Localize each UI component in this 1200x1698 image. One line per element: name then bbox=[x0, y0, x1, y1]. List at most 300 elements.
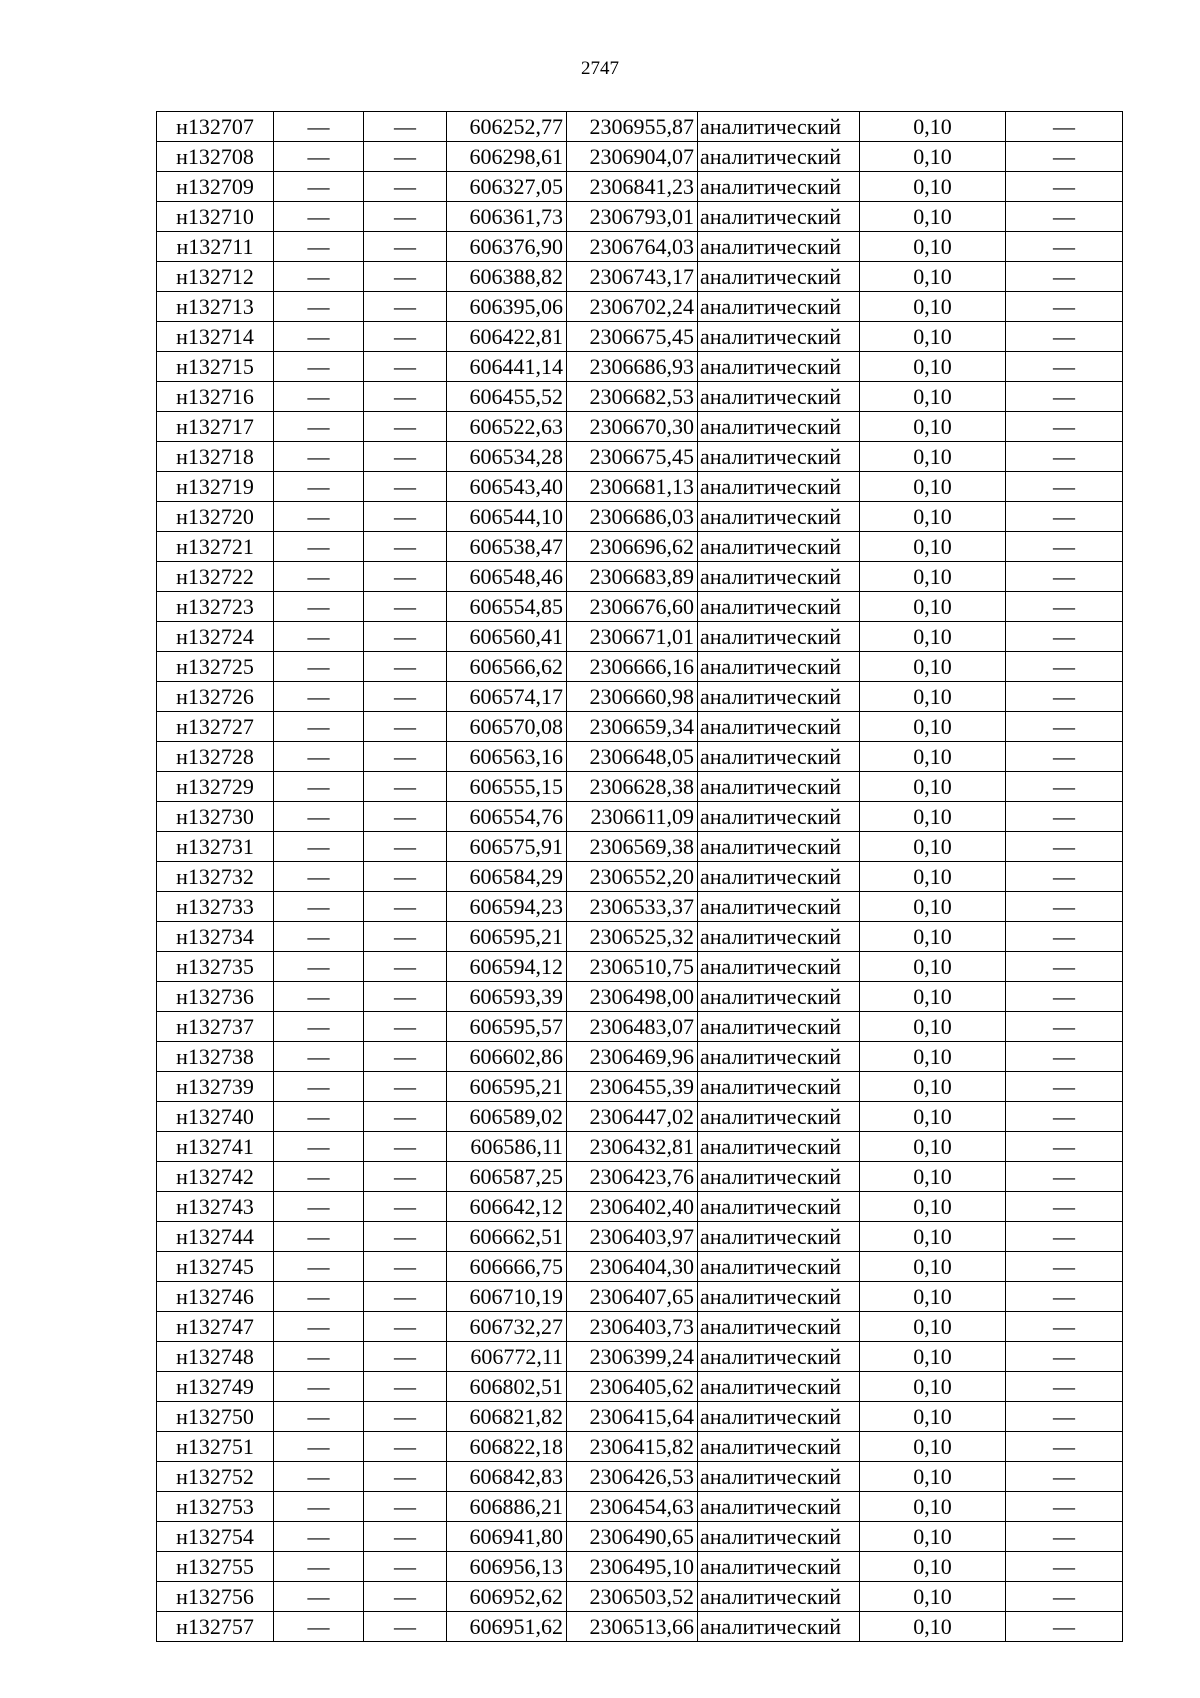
table-row bbox=[157, 772, 1123, 802]
method-cell: аналитический bbox=[698, 322, 860, 352]
description-cell: — bbox=[1006, 742, 1123, 772]
accuracy-cell: 0,10 bbox=[860, 1342, 1006, 1372]
empty-x-cell: — bbox=[274, 1192, 364, 1222]
x-coordinate-cell: 606594,12 bbox=[447, 952, 567, 982]
method-cell: аналитический bbox=[698, 112, 860, 142]
table-row bbox=[157, 1432, 1123, 1462]
empty-x-cell: — bbox=[274, 1582, 364, 1612]
y-coordinate-cell: 2306402,40 bbox=[567, 1192, 698, 1222]
empty-x-cell: — bbox=[274, 1132, 364, 1162]
accuracy-cell: 0,10 bbox=[860, 292, 1006, 322]
table-row bbox=[157, 1552, 1123, 1582]
method-cell: аналитический bbox=[698, 202, 860, 232]
method-cell: аналитический bbox=[698, 1342, 860, 1372]
x-coordinate-cell: 606732,27 bbox=[447, 1312, 567, 1342]
accuracy-cell: 0,10 bbox=[860, 952, 1006, 982]
method-cell: аналитический bbox=[698, 1102, 860, 1132]
empty-x-cell: — bbox=[274, 1612, 364, 1642]
empty-y-cell: — bbox=[364, 1102, 447, 1132]
empty-x-cell: — bbox=[274, 1522, 364, 1552]
accuracy-cell: 0,10 bbox=[860, 592, 1006, 622]
empty-x-cell: — bbox=[274, 292, 364, 322]
table-body bbox=[157, 112, 1123, 1642]
point-id-cell: н132729 bbox=[157, 772, 274, 802]
empty-y-cell: — bbox=[364, 532, 447, 562]
y-coordinate-cell: 2306793,01 bbox=[567, 202, 698, 232]
x-coordinate-cell: 606595,21 bbox=[447, 1072, 567, 1102]
empty-x-cell: — bbox=[274, 772, 364, 802]
x-coordinate-cell: 606298,61 bbox=[447, 142, 567, 172]
description-cell: — bbox=[1006, 322, 1123, 352]
accuracy-cell: 0,10 bbox=[860, 922, 1006, 952]
point-id-cell: н132750 bbox=[157, 1402, 274, 1432]
method-cell: аналитический bbox=[698, 1582, 860, 1612]
y-coordinate-cell: 2306611,09 bbox=[567, 802, 698, 832]
table-row bbox=[157, 682, 1123, 712]
empty-y-cell: — bbox=[364, 832, 447, 862]
empty-x-cell: — bbox=[274, 1282, 364, 1312]
x-coordinate-cell: 606602,86 bbox=[447, 1042, 567, 1072]
x-coordinate-cell: 606584,29 bbox=[447, 862, 567, 892]
method-cell: аналитический bbox=[698, 1612, 860, 1642]
method-cell: аналитический bbox=[698, 1012, 860, 1042]
x-coordinate-cell: 606594,23 bbox=[447, 892, 567, 922]
x-coordinate-cell: 606534,28 bbox=[447, 442, 567, 472]
point-id-cell: н132718 bbox=[157, 442, 274, 472]
description-cell: — bbox=[1006, 832, 1123, 862]
x-coordinate-cell: 606710,19 bbox=[447, 1282, 567, 1312]
empty-y-cell: — bbox=[364, 1432, 447, 1462]
empty-x-cell: — bbox=[274, 712, 364, 742]
y-coordinate-cell: 2306743,17 bbox=[567, 262, 698, 292]
empty-x-cell: — bbox=[274, 1462, 364, 1492]
method-cell: аналитический bbox=[698, 592, 860, 622]
description-cell: — bbox=[1006, 262, 1123, 292]
point-id-cell: н132743 bbox=[157, 1192, 274, 1222]
empty-y-cell: — bbox=[364, 1192, 447, 1222]
x-coordinate-cell: 606642,12 bbox=[447, 1192, 567, 1222]
x-coordinate-cell: 606886,21 bbox=[447, 1492, 567, 1522]
empty-x-cell: — bbox=[274, 532, 364, 562]
method-cell: аналитический bbox=[698, 1072, 860, 1102]
y-coordinate-cell: 2306432,81 bbox=[567, 1132, 698, 1162]
description-cell: — bbox=[1006, 502, 1123, 532]
empty-x-cell: — bbox=[274, 1072, 364, 1102]
accuracy-cell: 0,10 bbox=[860, 742, 1006, 772]
accuracy-cell: 0,10 bbox=[860, 1432, 1006, 1462]
x-coordinate-cell: 606395,06 bbox=[447, 292, 567, 322]
empty-y-cell: — bbox=[364, 202, 447, 232]
method-cell: аналитический bbox=[698, 232, 860, 262]
method-cell: аналитический bbox=[698, 652, 860, 682]
table-row bbox=[157, 1342, 1123, 1372]
point-id-cell: н132724 bbox=[157, 622, 274, 652]
x-coordinate-cell: 606802,51 bbox=[447, 1372, 567, 1402]
empty-x-cell: — bbox=[274, 742, 364, 772]
empty-y-cell: — bbox=[364, 292, 447, 322]
method-cell: аналитический bbox=[698, 262, 860, 292]
table-row bbox=[157, 172, 1123, 202]
x-coordinate-cell: 606560,41 bbox=[447, 622, 567, 652]
x-coordinate-cell: 606543,40 bbox=[447, 472, 567, 502]
table-row bbox=[157, 262, 1123, 292]
empty-y-cell: — bbox=[364, 802, 447, 832]
accuracy-cell: 0,10 bbox=[860, 1282, 1006, 1312]
point-id-cell: н132741 bbox=[157, 1132, 274, 1162]
y-coordinate-cell: 2306671,01 bbox=[567, 622, 698, 652]
description-cell: — bbox=[1006, 952, 1123, 982]
empty-x-cell: — bbox=[274, 622, 364, 652]
y-coordinate-cell: 2306904,07 bbox=[567, 142, 698, 172]
y-coordinate-cell: 2306569,38 bbox=[567, 832, 698, 862]
point-id-cell: н132749 bbox=[157, 1372, 274, 1402]
y-coordinate-cell: 2306533,37 bbox=[567, 892, 698, 922]
method-cell: аналитический bbox=[698, 1282, 860, 1312]
description-cell: — bbox=[1006, 1222, 1123, 1252]
y-coordinate-cell: 2306423,76 bbox=[567, 1162, 698, 1192]
table-row bbox=[157, 202, 1123, 232]
description-cell: — bbox=[1006, 442, 1123, 472]
table-row bbox=[157, 712, 1123, 742]
x-coordinate-cell: 606538,47 bbox=[447, 532, 567, 562]
x-coordinate-cell: 606574,17 bbox=[447, 682, 567, 712]
empty-x-cell: — bbox=[274, 652, 364, 682]
empty-x-cell: — bbox=[274, 202, 364, 232]
table-row bbox=[157, 652, 1123, 682]
accuracy-cell: 0,10 bbox=[860, 1312, 1006, 1342]
y-coordinate-cell: 2306510,75 bbox=[567, 952, 698, 982]
point-id-cell: н132715 bbox=[157, 352, 274, 382]
point-id-cell: н132753 bbox=[157, 1492, 274, 1522]
point-id-cell: н132713 bbox=[157, 292, 274, 322]
empty-y-cell: — bbox=[364, 1582, 447, 1612]
description-cell: — bbox=[1006, 772, 1123, 802]
accuracy-cell: 0,10 bbox=[860, 892, 1006, 922]
table-row bbox=[157, 142, 1123, 172]
empty-y-cell: — bbox=[364, 862, 447, 892]
method-cell: аналитический bbox=[698, 1522, 860, 1552]
y-coordinate-cell: 2306764,03 bbox=[567, 232, 698, 262]
table-row bbox=[157, 472, 1123, 502]
description-cell: — bbox=[1006, 1132, 1123, 1162]
method-cell: аналитический bbox=[698, 712, 860, 742]
empty-x-cell: — bbox=[274, 1552, 364, 1582]
point-id-cell: н132751 bbox=[157, 1432, 274, 1462]
empty-x-cell: — bbox=[274, 1312, 364, 1342]
x-coordinate-cell: 606555,15 bbox=[447, 772, 567, 802]
empty-x-cell: — bbox=[274, 262, 364, 292]
table-row bbox=[157, 562, 1123, 592]
y-coordinate-cell: 2306455,39 bbox=[567, 1072, 698, 1102]
empty-y-cell: — bbox=[364, 472, 447, 502]
y-coordinate-cell: 2306447,02 bbox=[567, 1102, 698, 1132]
empty-x-cell: — bbox=[274, 232, 364, 262]
method-cell: аналитический bbox=[698, 832, 860, 862]
x-coordinate-cell: 606941,80 bbox=[447, 1522, 567, 1552]
x-coordinate-cell: 606842,83 bbox=[447, 1462, 567, 1492]
empty-y-cell: — bbox=[364, 1612, 447, 1642]
x-coordinate-cell: 606554,85 bbox=[447, 592, 567, 622]
accuracy-cell: 0,10 bbox=[860, 112, 1006, 142]
accuracy-cell: 0,10 bbox=[860, 172, 1006, 202]
point-id-cell: н132752 bbox=[157, 1462, 274, 1492]
description-cell: — bbox=[1006, 622, 1123, 652]
point-id-cell: н132754 bbox=[157, 1522, 274, 1552]
table-row bbox=[157, 922, 1123, 952]
accuracy-cell: 0,10 bbox=[860, 1522, 1006, 1552]
table-row bbox=[157, 1102, 1123, 1132]
method-cell: аналитический bbox=[698, 562, 860, 592]
empty-y-cell: — bbox=[364, 442, 447, 472]
x-coordinate-cell: 606441,14 bbox=[447, 352, 567, 382]
method-cell: аналитический bbox=[698, 982, 860, 1012]
accuracy-cell: 0,10 bbox=[860, 502, 1006, 532]
point-id-cell: н132744 bbox=[157, 1222, 274, 1252]
method-cell: аналитический bbox=[698, 1132, 860, 1162]
y-coordinate-cell: 2306660,98 bbox=[567, 682, 698, 712]
empty-x-cell: — bbox=[274, 1342, 364, 1372]
empty-x-cell: — bbox=[274, 892, 364, 922]
description-cell: — bbox=[1006, 1012, 1123, 1042]
x-coordinate-cell: 606563,16 bbox=[447, 742, 567, 772]
method-cell: аналитический bbox=[698, 1432, 860, 1462]
page-number: 2747 bbox=[581, 58, 619, 79]
method-cell: аналитический bbox=[698, 622, 860, 652]
empty-x-cell: — bbox=[274, 922, 364, 952]
empty-x-cell: — bbox=[274, 1222, 364, 1252]
table-row bbox=[157, 1282, 1123, 1312]
method-cell: аналитический bbox=[698, 1402, 860, 1432]
point-id-cell: н132727 bbox=[157, 712, 274, 742]
empty-y-cell: — bbox=[364, 892, 447, 922]
empty-x-cell: — bbox=[274, 442, 364, 472]
y-coordinate-cell: 2306675,45 bbox=[567, 322, 698, 352]
x-coordinate-cell: 606666,75 bbox=[447, 1252, 567, 1282]
point-id-cell: н132735 bbox=[157, 952, 274, 982]
description-cell: — bbox=[1006, 862, 1123, 892]
table-row bbox=[157, 952, 1123, 982]
accuracy-cell: 0,10 bbox=[860, 262, 1006, 292]
accuracy-cell: 0,10 bbox=[860, 1552, 1006, 1582]
description-cell: — bbox=[1006, 382, 1123, 412]
table-row bbox=[157, 442, 1123, 472]
table-row bbox=[157, 352, 1123, 382]
accuracy-cell: 0,10 bbox=[860, 1402, 1006, 1432]
point-id-cell: н132719 bbox=[157, 472, 274, 502]
description-cell: — bbox=[1006, 292, 1123, 322]
method-cell: аналитический bbox=[698, 1042, 860, 1072]
empty-x-cell: — bbox=[274, 862, 364, 892]
y-coordinate-cell: 2306666,16 bbox=[567, 652, 698, 682]
method-cell: аналитический bbox=[698, 292, 860, 322]
method-cell: аналитический bbox=[698, 502, 860, 532]
method-cell: аналитический bbox=[698, 1552, 860, 1582]
table-row bbox=[157, 622, 1123, 652]
table-row bbox=[157, 1492, 1123, 1522]
description-cell: — bbox=[1006, 922, 1123, 952]
description-cell: — bbox=[1006, 202, 1123, 232]
empty-x-cell: — bbox=[274, 982, 364, 1012]
description-cell: — bbox=[1006, 562, 1123, 592]
point-id-cell: н132707 bbox=[157, 112, 274, 142]
x-coordinate-cell: 606589,02 bbox=[447, 1102, 567, 1132]
table-row bbox=[157, 232, 1123, 262]
y-coordinate-cell: 2306495,10 bbox=[567, 1552, 698, 1582]
accuracy-cell: 0,10 bbox=[860, 1132, 1006, 1162]
empty-y-cell: — bbox=[364, 592, 447, 622]
x-coordinate-cell: 606570,08 bbox=[447, 712, 567, 742]
empty-x-cell: — bbox=[274, 112, 364, 142]
y-coordinate-cell: 2306670,30 bbox=[567, 412, 698, 442]
table-row bbox=[157, 1042, 1123, 1072]
description-cell: — bbox=[1006, 232, 1123, 262]
table-row bbox=[157, 862, 1123, 892]
accuracy-cell: 0,10 bbox=[860, 1222, 1006, 1252]
x-coordinate-cell: 606361,73 bbox=[447, 202, 567, 232]
point-id-cell: н132736 bbox=[157, 982, 274, 1012]
point-id-cell: н132711 bbox=[157, 232, 274, 262]
empty-y-cell: — bbox=[364, 412, 447, 442]
accuracy-cell: 0,10 bbox=[860, 562, 1006, 592]
y-coordinate-cell: 2306498,00 bbox=[567, 982, 698, 1012]
empty-y-cell: — bbox=[364, 1162, 447, 1192]
coordinates-table bbox=[156, 111, 1123, 1642]
table-row bbox=[157, 1192, 1123, 1222]
method-cell: аналитический bbox=[698, 892, 860, 922]
table-row bbox=[157, 1222, 1123, 1252]
method-cell: аналитический bbox=[698, 682, 860, 712]
accuracy-cell: 0,10 bbox=[860, 1492, 1006, 1522]
y-coordinate-cell: 2306513,66 bbox=[567, 1612, 698, 1642]
empty-y-cell: — bbox=[364, 172, 447, 202]
method-cell: аналитический bbox=[698, 772, 860, 802]
description-cell: — bbox=[1006, 1282, 1123, 1312]
y-coordinate-cell: 2306648,05 bbox=[567, 742, 698, 772]
accuracy-cell: 0,10 bbox=[860, 532, 1006, 562]
method-cell: аналитический bbox=[698, 802, 860, 832]
accuracy-cell: 0,10 bbox=[860, 712, 1006, 742]
y-coordinate-cell: 2306490,65 bbox=[567, 1522, 698, 1552]
table-row bbox=[157, 1372, 1123, 1402]
method-cell: аналитический bbox=[698, 1462, 860, 1492]
accuracy-cell: 0,10 bbox=[860, 1102, 1006, 1132]
table-row bbox=[157, 592, 1123, 622]
point-id-cell: н132739 bbox=[157, 1072, 274, 1102]
empty-y-cell: — bbox=[364, 1342, 447, 1372]
point-id-cell: н132755 bbox=[157, 1552, 274, 1582]
empty-y-cell: — bbox=[364, 112, 447, 142]
method-cell: аналитический bbox=[698, 352, 860, 382]
accuracy-cell: 0,10 bbox=[860, 772, 1006, 802]
empty-y-cell: — bbox=[364, 1492, 447, 1522]
description-cell: — bbox=[1006, 802, 1123, 832]
empty-y-cell: — bbox=[364, 922, 447, 952]
point-id-cell: н132708 bbox=[157, 142, 274, 172]
description-cell: — bbox=[1006, 1432, 1123, 1462]
method-cell: аналитический bbox=[698, 1372, 860, 1402]
description-cell: — bbox=[1006, 1372, 1123, 1402]
description-cell: — bbox=[1006, 1552, 1123, 1582]
point-id-cell: н132710 bbox=[157, 202, 274, 232]
table-row bbox=[157, 1312, 1123, 1342]
point-id-cell: н132742 bbox=[157, 1162, 274, 1192]
description-cell: — bbox=[1006, 652, 1123, 682]
empty-y-cell: — bbox=[364, 712, 447, 742]
accuracy-cell: 0,10 bbox=[860, 232, 1006, 262]
empty-y-cell: — bbox=[364, 382, 447, 412]
empty-x-cell: — bbox=[274, 802, 364, 832]
accuracy-cell: 0,10 bbox=[860, 1582, 1006, 1612]
y-coordinate-cell: 2306403,73 bbox=[567, 1312, 698, 1342]
description-cell: — bbox=[1006, 1252, 1123, 1282]
empty-y-cell: — bbox=[364, 772, 447, 802]
point-id-cell: н132716 bbox=[157, 382, 274, 412]
accuracy-cell: 0,10 bbox=[860, 322, 1006, 352]
x-coordinate-cell: 606593,39 bbox=[447, 982, 567, 1012]
accuracy-cell: 0,10 bbox=[860, 1042, 1006, 1072]
empty-y-cell: — bbox=[364, 682, 447, 712]
y-coordinate-cell: 2306675,45 bbox=[567, 442, 698, 472]
description-cell: — bbox=[1006, 1192, 1123, 1222]
y-coordinate-cell: 2306483,07 bbox=[567, 1012, 698, 1042]
empty-y-cell: — bbox=[364, 142, 447, 172]
x-coordinate-cell: 606595,57 bbox=[447, 1012, 567, 1042]
empty-y-cell: — bbox=[364, 1552, 447, 1582]
x-coordinate-cell: 606252,77 bbox=[447, 112, 567, 142]
table-row bbox=[157, 1072, 1123, 1102]
accuracy-cell: 0,10 bbox=[860, 202, 1006, 232]
y-coordinate-cell: 2306399,24 bbox=[567, 1342, 698, 1372]
accuracy-cell: 0,10 bbox=[860, 1252, 1006, 1282]
empty-x-cell: — bbox=[274, 1012, 364, 1042]
empty-y-cell: — bbox=[364, 1252, 447, 1282]
x-coordinate-cell: 606566,62 bbox=[447, 652, 567, 682]
accuracy-cell: 0,10 bbox=[860, 622, 1006, 652]
description-cell: — bbox=[1006, 1612, 1123, 1642]
y-coordinate-cell: 2306503,52 bbox=[567, 1582, 698, 1612]
empty-x-cell: — bbox=[274, 172, 364, 202]
method-cell: аналитический bbox=[698, 1162, 860, 1192]
x-coordinate-cell: 606327,05 bbox=[447, 172, 567, 202]
y-coordinate-cell: 2306469,96 bbox=[567, 1042, 698, 1072]
x-coordinate-cell: 606548,46 bbox=[447, 562, 567, 592]
point-id-cell: н132712 bbox=[157, 262, 274, 292]
empty-y-cell: — bbox=[364, 562, 447, 592]
point-id-cell: н132746 bbox=[157, 1282, 274, 1312]
point-id-cell: н132730 bbox=[157, 802, 274, 832]
point-id-cell: н132756 bbox=[157, 1582, 274, 1612]
table-row bbox=[157, 412, 1123, 442]
y-coordinate-cell: 2306686,93 bbox=[567, 352, 698, 382]
point-id-cell: н132740 bbox=[157, 1102, 274, 1132]
empty-x-cell: — bbox=[274, 412, 364, 442]
empty-y-cell: — bbox=[364, 742, 447, 772]
method-cell: аналитический bbox=[698, 1192, 860, 1222]
table-row bbox=[157, 502, 1123, 532]
table-row bbox=[157, 982, 1123, 1012]
description-cell: — bbox=[1006, 532, 1123, 562]
description-cell: — bbox=[1006, 1582, 1123, 1612]
point-id-cell: н132748 bbox=[157, 1342, 274, 1372]
description-cell: — bbox=[1006, 682, 1123, 712]
method-cell: аналитический bbox=[698, 382, 860, 412]
accuracy-cell: 0,10 bbox=[860, 1162, 1006, 1192]
accuracy-cell: 0,10 bbox=[860, 1072, 1006, 1102]
empty-x-cell: — bbox=[274, 1162, 364, 1192]
empty-y-cell: — bbox=[364, 1072, 447, 1102]
table-row bbox=[157, 1582, 1123, 1612]
table-row bbox=[157, 832, 1123, 862]
